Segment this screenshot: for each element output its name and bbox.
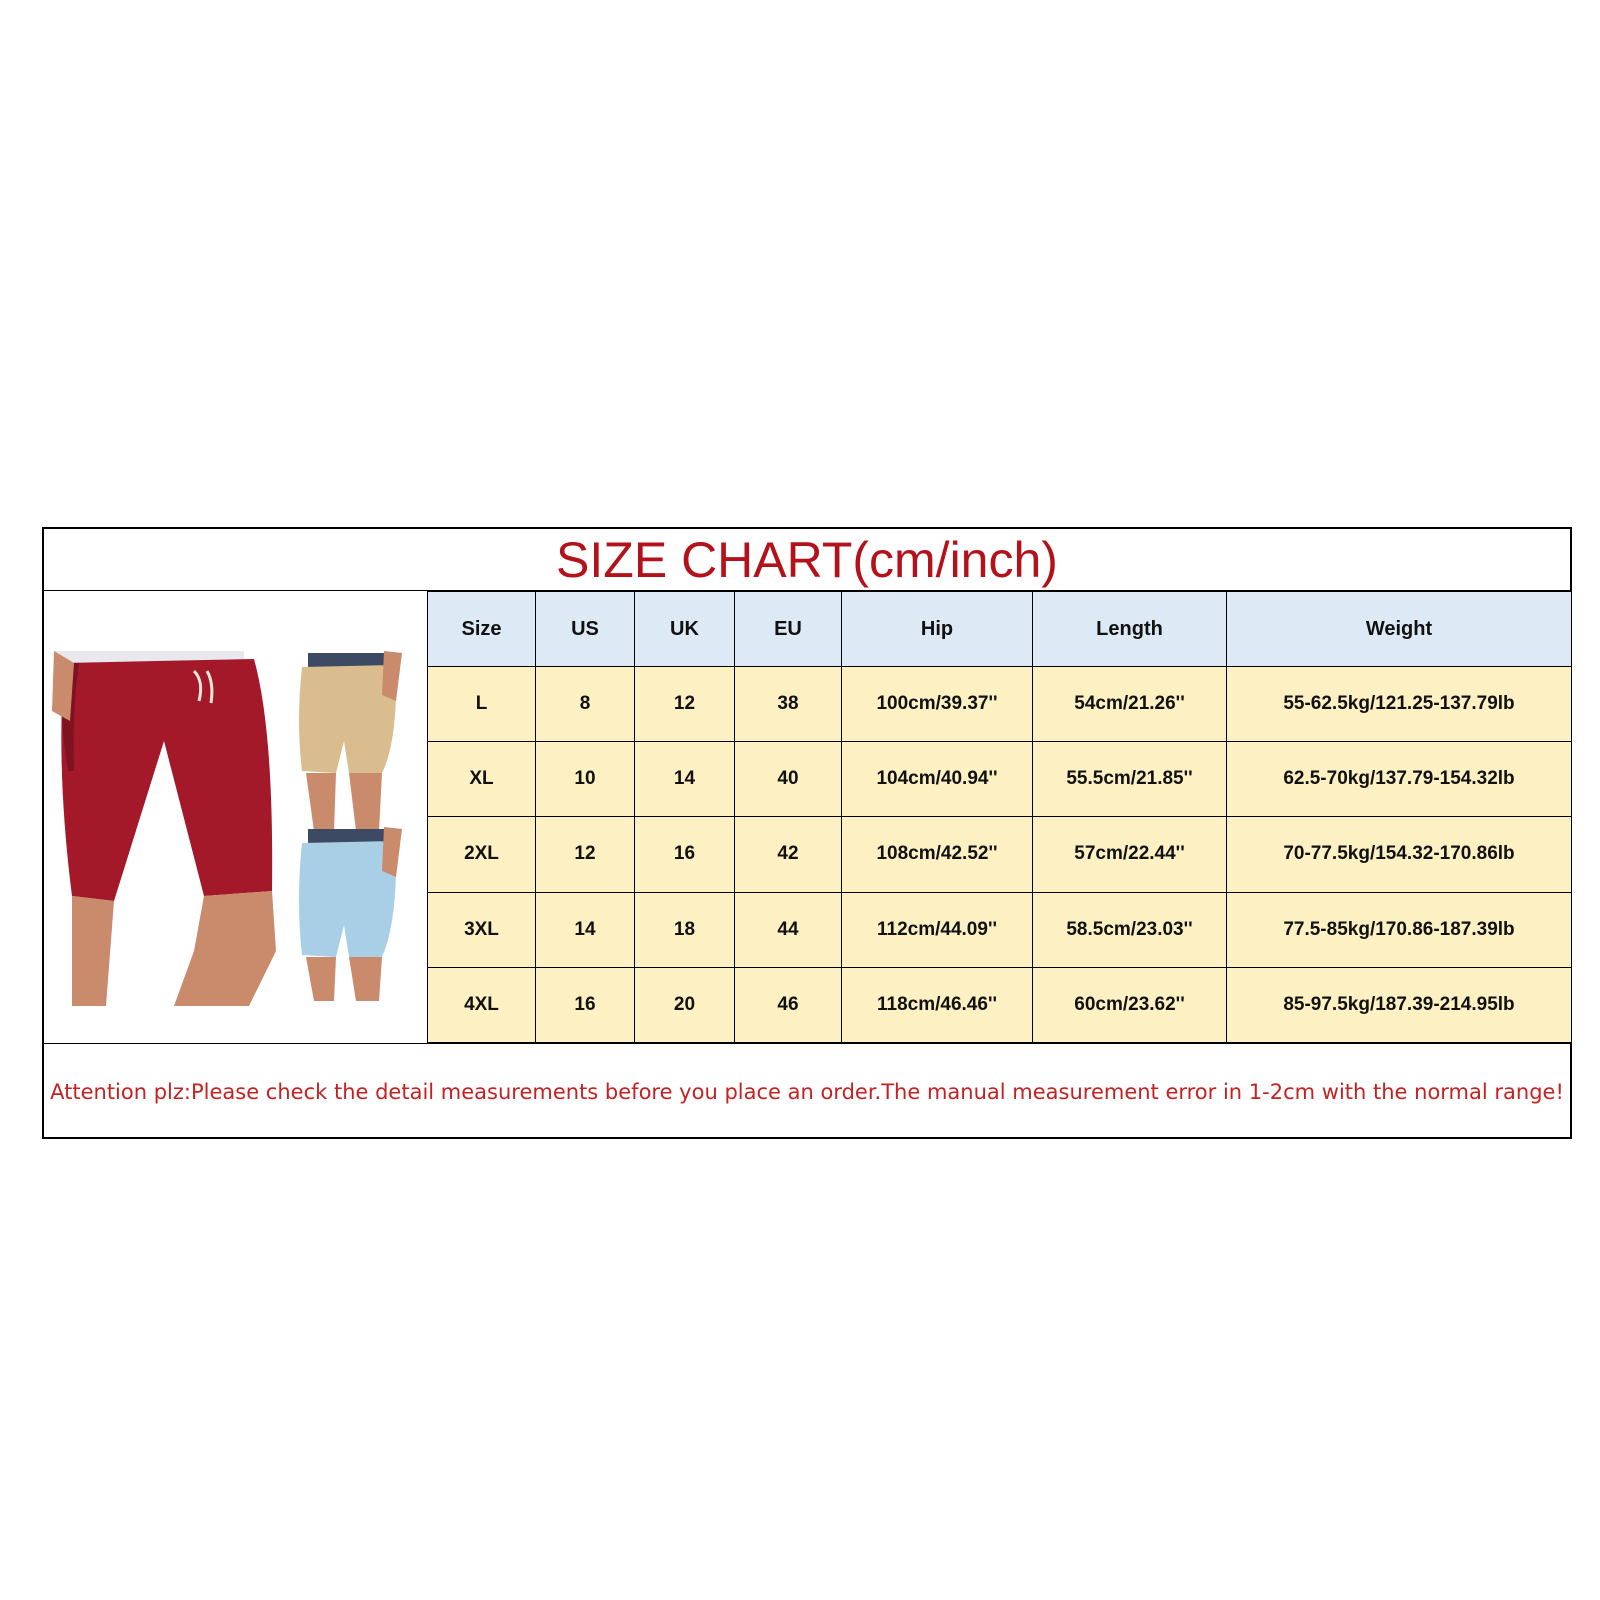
cell-eu: 46 bbox=[735, 967, 842, 1042]
cell-uk: 14 bbox=[635, 742, 735, 817]
cell-weight: 70-77.5kg/154.32-170.86lb bbox=[1227, 817, 1572, 892]
table-header-row bbox=[428, 592, 1572, 667]
shorts-illustration bbox=[44, 591, 427, 1043]
cell-eu: 42 bbox=[735, 817, 842, 892]
cell-us: 8 bbox=[536, 667, 635, 742]
cell-hip: 100cm/39.37'' bbox=[842, 667, 1033, 742]
header-us: US bbox=[536, 592, 635, 667]
cell-us: 12 bbox=[536, 817, 635, 892]
red-shorts-photo bbox=[52, 651, 276, 1006]
attention-note: Attention plz:Please check the detail measurements before you place an order.The manual measurement error in 1-2cm with the normal range! bbox=[44, 1043, 1570, 1139]
cell-hip: 112cm/44.09'' bbox=[842, 892, 1033, 967]
cell-size: 2XL bbox=[428, 817, 536, 892]
table-row bbox=[428, 742, 1572, 817]
cell-eu: 38 bbox=[735, 667, 842, 742]
table-row bbox=[428, 817, 1572, 892]
khaki-shorts-photo bbox=[299, 651, 402, 831]
cell-size: 4XL bbox=[428, 967, 536, 1042]
cell-weight: 55-62.5kg/121.25-137.79lb bbox=[1227, 667, 1572, 742]
cell-weight: 62.5-70kg/137.79-154.32lb bbox=[1227, 742, 1572, 817]
table-row bbox=[428, 667, 1572, 742]
cell-uk: 18 bbox=[635, 892, 735, 967]
header-size: Size bbox=[428, 592, 536, 667]
cell-weight: 85-97.5kg/187.39-214.95lb bbox=[1227, 967, 1572, 1042]
cell-us: 16 bbox=[536, 967, 635, 1042]
cell-length: 57cm/22.44'' bbox=[1033, 817, 1227, 892]
header-length: Length bbox=[1033, 592, 1227, 667]
cell-length: 58.5cm/23.03'' bbox=[1033, 892, 1227, 967]
cell-length: 55.5cm/21.85'' bbox=[1033, 742, 1227, 817]
cell-length: 60cm/23.62'' bbox=[1033, 967, 1227, 1042]
cell-uk: 16 bbox=[635, 817, 735, 892]
cell-eu: 40 bbox=[735, 742, 842, 817]
header-uk: UK bbox=[635, 592, 735, 667]
cell-size: XL bbox=[428, 742, 536, 817]
cell-uk: 20 bbox=[635, 967, 735, 1042]
chart-title: SIZE CHART(cm/inch) bbox=[44, 529, 1570, 591]
cell-size: 3XL bbox=[428, 892, 536, 967]
cell-uk: 12 bbox=[635, 667, 735, 742]
header-hip: Hip bbox=[842, 592, 1033, 667]
cell-hip: 108cm/42.52'' bbox=[842, 817, 1033, 892]
cell-us: 10 bbox=[536, 742, 635, 817]
cell-eu: 44 bbox=[735, 892, 842, 967]
header-weight: Weight bbox=[1227, 592, 1572, 667]
table-row bbox=[428, 967, 1572, 1042]
header-eu: EU bbox=[735, 592, 842, 667]
cell-length: 54cm/21.26'' bbox=[1033, 667, 1227, 742]
cell-hip: 118cm/46.46'' bbox=[842, 967, 1033, 1042]
blue-shorts-photo bbox=[299, 827, 402, 1001]
size-chart bbox=[42, 527, 1572, 1139]
cell-weight: 77.5-85kg/170.86-187.39lb bbox=[1227, 892, 1572, 967]
cell-size: L bbox=[428, 667, 536, 742]
product-photos bbox=[44, 591, 427, 1043]
size-table bbox=[427, 591, 1572, 1043]
cell-us: 14 bbox=[536, 892, 635, 967]
table-row bbox=[428, 892, 1572, 967]
cell-hip: 104cm/40.94'' bbox=[842, 742, 1033, 817]
